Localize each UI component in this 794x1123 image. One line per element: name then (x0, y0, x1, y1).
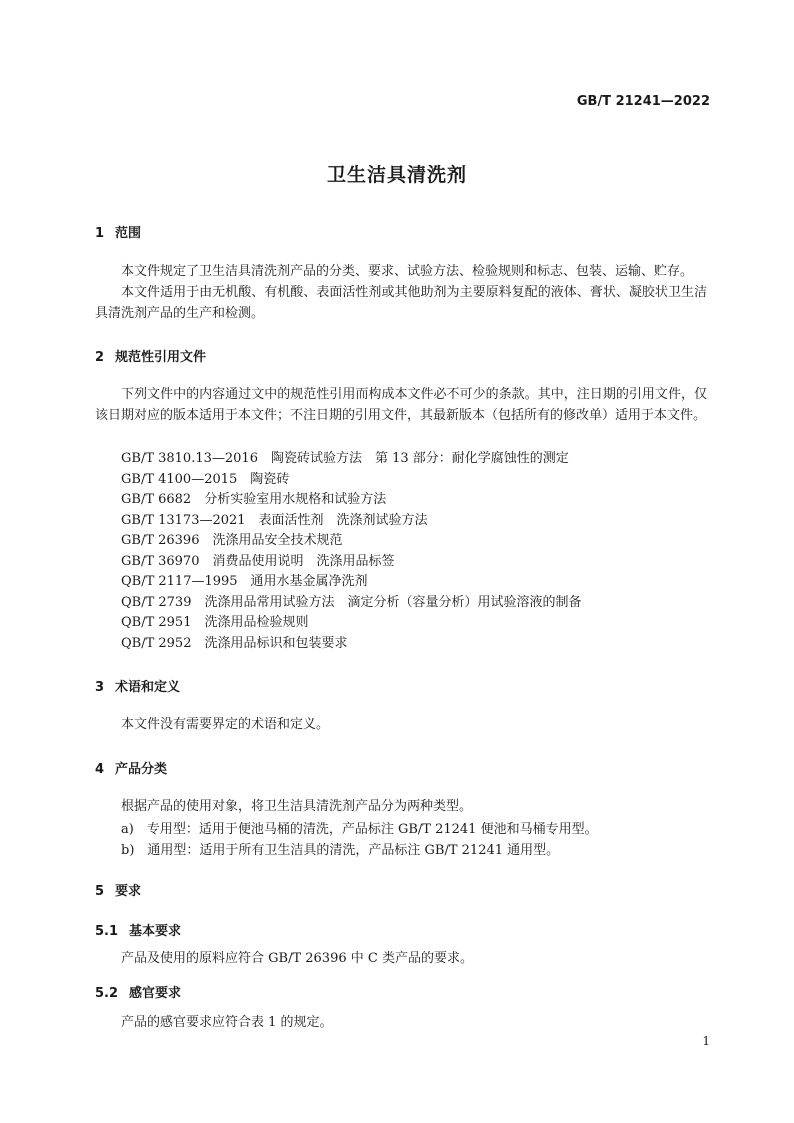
references-intro: 下列文件中的内容通过文中的规范性引用而构成本文件必不可少的条款。其中，注日期的引用文件，仅该日期对应的版本适用于本文件；不注日期的引用文件，其最新版本（包括所有的修改单）适用于本文件。 (95, 387, 707, 423)
section-title: 规范性引用文件 (115, 350, 207, 365)
section-1-heading (95, 222, 141, 241)
section-title: 要求 (115, 884, 142, 899)
section-4-heading (95, 758, 167, 777)
standard-code: GB/T 21241—2022 (576, 94, 710, 109)
subsection-5-2-heading (95, 982, 181, 1001)
document-title: 卫生洁具清洗剂 (326, 164, 467, 186)
section-3-heading (95, 676, 180, 695)
scope-paragraph-2: 本文件适用于由无机酸、有机酸、表面活性剂或其他助剂为主要原料复配的液体、膏状、凝胶状卫生洁具清洗剂产品的生产和检测。 (95, 285, 707, 321)
classification-item-b: b) 通用型：适用于所有卫生洁具的清洗，产品标注 GB/T 21241 通用型。 (121, 843, 560, 858)
reference-item: QB/T 2739 洗涤用品常用试验方法 滴定分析（容量分析）用试验溶液的制备 (121, 595, 582, 610)
classification-intro: 根据产品的使用对象，将卫生洁具清洗剂产品分为两种类型。 (121, 799, 473, 814)
reference-item: GB/T 3810.13—2016 陶瓷砖试验方法 第 13 部分：耐化学腐蚀性的测定 (121, 451, 569, 466)
section-title: 术语和定义 (115, 680, 181, 695)
terms-paragraph: 本文件没有需要界定的术语和定义。 (121, 717, 330, 732)
subsection-title: 感官要求 (129, 986, 182, 1001)
section-number: 1 (95, 226, 105, 241)
section-number: 4 (95, 762, 105, 777)
subsection-title: 基本要求 (129, 924, 182, 939)
basic-requirements-paragraph: 产品及使用的原料应符合 GB/T 26396 中 C 类产品的要求。 (121, 951, 473, 966)
section-title: 范围 (115, 226, 142, 241)
classification-item-a: a) 专用型：适用于便池马桶的清洗，产品标注 GB/T 21241 便池和马桶专用型。 (121, 822, 598, 837)
section-number: 5 (95, 884, 105, 899)
reference-item: GB/T 6682 分析实验室用水规格和试验方法 (121, 492, 387, 507)
reference-item: QB/T 2117—1995 通用水基金属净洗剂 (121, 574, 368, 589)
reference-item: QB/T 2952 洗涤用品标识和包装要求 (121, 636, 348, 651)
section-2-heading (95, 346, 206, 365)
section-title: 产品分类 (115, 762, 168, 777)
section-number: 2 (95, 350, 105, 365)
reference-item: QB/T 2951 洗涤用品检验规则 (121, 615, 309, 630)
page-number: 1 (702, 1034, 710, 1048)
section-number: 3 (95, 680, 105, 695)
scope-paragraph-1: 本文件规定了卫生洁具清洗剂产品的分类、要求、试验方法、检验规则和标志、包装、运输、贮存。 (121, 264, 694, 279)
reference-item: GB/T 13173—2021 表面活性剂 洗涤剂试验方法 (121, 513, 428, 528)
subsection-number: 5.2 (95, 986, 119, 1001)
sensory-requirements-paragraph: 产品的感官要求应符合表 1 的规定。 (121, 1015, 333, 1030)
subsection-5-1-heading (95, 920, 181, 939)
reference-item: GB/T 26396 洗涤用品安全技术规范 (121, 533, 343, 548)
reference-item: GB/T 36970 消费品使用说明 洗涤用品标签 (121, 554, 395, 569)
subsection-number: 5.1 (95, 924, 119, 939)
reference-item: GB/T 4100—2015 陶瓷砖 (121, 472, 290, 487)
section-5-heading (95, 880, 141, 899)
